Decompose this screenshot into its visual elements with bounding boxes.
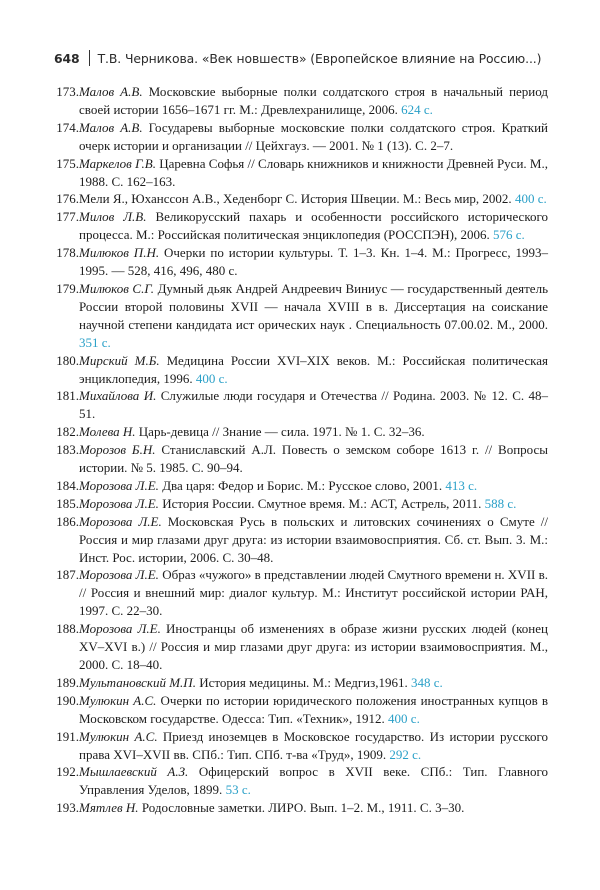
entry-text: Очерки по истории юридического положения иностранных купцов в Московском государстве. Одесса: Тип. «Техник», 1912. (79, 692, 548, 726)
entry-author: Морозова Л.Е. (79, 513, 162, 529)
entry-body (79, 692, 548, 728)
entry-author: Малов А.В. (79, 84, 143, 99)
entry-page-count: 576 с. (493, 227, 525, 243)
entry-number: 185. (56, 495, 79, 511)
bibliography-entry (50, 280, 548, 352)
entry-author: Морозова Л.Е. (79, 567, 159, 583)
bibliography-entry (50, 83, 548, 119)
entry-text: Образ «чужого» в представлении людей Смутного времени н. XVII в. // Россия и внешний мир: диалог культур. М.: Институт российской истории РАН, 1997. С. 22–30. (79, 567, 548, 619)
entry-author: Морозова Л.Е. (79, 477, 159, 493)
entry-page-count: 400 с. (195, 370, 228, 386)
entry-page-count: 351 с. (79, 334, 111, 350)
entry-author: Мулюкин А.С. (79, 728, 158, 744)
entry-number: 189. (56, 674, 79, 690)
bibliography-entry (50, 728, 548, 764)
entry-page-count: 400 с. (388, 710, 420, 726)
entry-number: 181. (56, 388, 79, 404)
entry-body (79, 441, 548, 477)
entry-number: 179. (56, 280, 79, 296)
bibliography-entry (50, 692, 548, 728)
entry-body (79, 728, 548, 764)
entry-body (79, 244, 548, 280)
bibliography-entry (50, 566, 548, 620)
entry-author: Мультановский М.П. (79, 674, 196, 690)
entry-author: Милов Л.В. (79, 209, 147, 225)
entry-author: Морозова Л.Е. (79, 621, 161, 637)
entry-text: Два царя: Федор и Борис. М.: Русское слово, 2001. (158, 477, 446, 493)
entry-number: 184. (56, 477, 79, 493)
entry-author: Морозов Б.Н. (79, 442, 156, 458)
entry-body (79, 566, 548, 620)
entry-text: История медицины. М.: Медгиз,1961. (195, 674, 412, 690)
entry-text: Царевна Софья // Словарь книжников и книжности Древней Руси. М., 1988. С. 162–163. (79, 155, 548, 189)
bibliography-entry (50, 477, 548, 495)
entry-page-count: 53 с. (225, 782, 251, 798)
bibliography-entry (50, 244, 548, 280)
entry-body (79, 280, 548, 352)
entry-number: 191. (56, 728, 79, 744)
entry-body (79, 190, 548, 208)
entry-number: 187. (56, 567, 79, 583)
entry-author: Мышлаевский А.З. (79, 764, 189, 780)
bibliography-entry (50, 155, 548, 191)
bibliography-entry (50, 513, 548, 567)
entry-number: 176. (56, 191, 79, 207)
entry-author: Молева Н. (79, 424, 136, 440)
entry-body (79, 352, 548, 388)
header-divider (89, 50, 90, 66)
entry-body (79, 119, 548, 155)
entry-body (79, 83, 548, 119)
entry-author: Морозова Л.Е. (79, 495, 159, 511)
entry-number: 175. (56, 155, 79, 171)
entry-body (79, 477, 548, 495)
bibliography-entry (50, 763, 548, 799)
entry-page-count: 624 с. (401, 101, 433, 117)
entry-number: 174. (56, 119, 79, 135)
entry-body (79, 387, 548, 423)
entry-author: Милюков П.Н. (79, 245, 160, 261)
entry-text: История России. Смутное время. М.: АСТ, Астрель, 2011. (158, 495, 485, 511)
entry-page-count: 400 с. (514, 191, 547, 207)
entry-body (79, 763, 548, 799)
entry-number: 183. (56, 442, 79, 458)
entry-text: Мели Я., Юханссон А.В., Хеденборг С. История Швеции. М.: Весь мир, 2002. (79, 191, 515, 207)
entry-text: Приезд иноземцев в Московское государство. Из истории русского права XVI–XVII вв. СПб.: Тип. СПб. т-ва «Труд», 1909. (79, 728, 548, 762)
entry-number: 173. (56, 84, 79, 99)
entry-author: Мулюкин А.С. (79, 692, 157, 708)
entry-number: 192. (56, 764, 79, 780)
entry-body (79, 155, 548, 191)
bibliography-entry (50, 119, 548, 155)
bibliography-entry (50, 423, 548, 441)
entry-text: Медицина России XVI–XIX веков. М.: Российская политическая энциклопедия, 1996. (79, 352, 548, 386)
entry-number: 193. (56, 800, 79, 816)
entry-text: Иностранцы об изменениях в образе жизни русских людей (конец XV–XVI в.) // Россия и мир глазами друг друга: из истории взаимовосприятия. М., 2000. С. 18–40. (79, 621, 548, 672)
bibliography-entry (50, 620, 548, 674)
entry-text: Служилые люди государя и Отечества // Родина. 2003. № 12. С. 48–51. (79, 388, 548, 422)
running-header (54, 50, 560, 66)
entry-number: 190. (56, 692, 79, 708)
bibliography-entry (50, 674, 548, 692)
entry-author: Маркелов Г.В. (79, 155, 156, 171)
entry-number: 182. (56, 424, 79, 440)
page-number: 648 (54, 51, 80, 66)
entry-body (79, 495, 548, 513)
entry-text: Московская Русь в польских и литовских сочинениях о Смуте // Россия и мир глазами друг друга: из истории взаимовосприятия. Сб. ст. Вып. 3. М.: Инст. Рос. истории, 2006. С. 30–48. (79, 513, 548, 565)
entry-body (79, 674, 548, 692)
entry-author: Милюков С.Г. (79, 280, 155, 296)
entry-number: 180. (56, 352, 79, 368)
bibliography-entry (50, 799, 548, 817)
entry-number: 177. (56, 209, 79, 225)
bibliography-entry (50, 190, 548, 208)
bibliography-entry (50, 387, 548, 423)
entry-text: Очерки по истории культуры. Т. 1–3. Кн. 1–4. М.: Прогресс, 1993–1995. — 528, 416, 496, 480 с. (79, 245, 548, 279)
entry-body (79, 799, 548, 817)
entry-author: Малов А.В. (79, 119, 143, 135)
entry-page-count: 348 с. (411, 674, 443, 690)
entry-body (79, 620, 548, 674)
bibliography-entry (50, 208, 548, 244)
entry-body (79, 513, 548, 567)
entry-text: Родословные заметки. ЛИРО. Вып. 1–2. М., 1911. С. 3–30. (138, 800, 465, 816)
entry-number: 178. (56, 245, 79, 261)
entry-text: Станиславский А.Л. Повесть о земском соборе 1613 г. // Вопросы истории. № 5. 1985. С. 90–94. (79, 442, 549, 476)
entry-text: Государевы выборные московские полки солдатского строя. Краткий очерк истории и организации // Цейхгауз. — 2001. № 1 (13). С. 2–7. (79, 119, 548, 153)
entry-author: Михайлова И. (79, 388, 157, 404)
entry-text: Великорусский пахарь и особенности российского исторического процесса. М.: Российская политическая энциклопедия (РОССПЭН), 2006. (79, 209, 548, 243)
running-title: Т.В. Черникова. «Век новшеств» (Европейское влияние на Россию...) (97, 51, 542, 66)
entry-number: 188. (56, 621, 79, 637)
entry-text: Офицерский вопрос в XVII веке. СПб.: Тип. Главного Управления Уделов, 1899. (79, 764, 548, 798)
entry-text: Царь-девица // Знание — сила. 1971. № 1. С. 32–36. (135, 424, 425, 440)
entry-author: Мятлев Н. (79, 800, 139, 816)
bibliography-entry (50, 495, 548, 513)
entry-page-count: 292 с. (389, 746, 422, 762)
entry-text: Московские выборные полки солдатского строя в начальный период своей истории 1656–1671 гг. М.: Древлехранилище, 2006. (79, 84, 549, 117)
entry-number: 186. (56, 513, 79, 529)
bibliography-entry (50, 441, 548, 477)
entry-page-count: 413 с. (445, 477, 478, 493)
bibliography-list (50, 83, 548, 817)
entry-body (79, 208, 548, 244)
entry-text: Думный дьяк Андрей Андреевич Виниус — государственный деятель России второй половины XVII — начала XVIII в в. Диссертация на соискание научной степени кандидата ист орических наук . Специальность 07.00.02. М., 2000. (79, 280, 548, 332)
bibliography-entry (50, 352, 548, 388)
entry-page-count: 588 с. (484, 495, 517, 511)
entry-body (79, 423, 548, 441)
entry-author: Мирский М.Б. (79, 352, 160, 368)
